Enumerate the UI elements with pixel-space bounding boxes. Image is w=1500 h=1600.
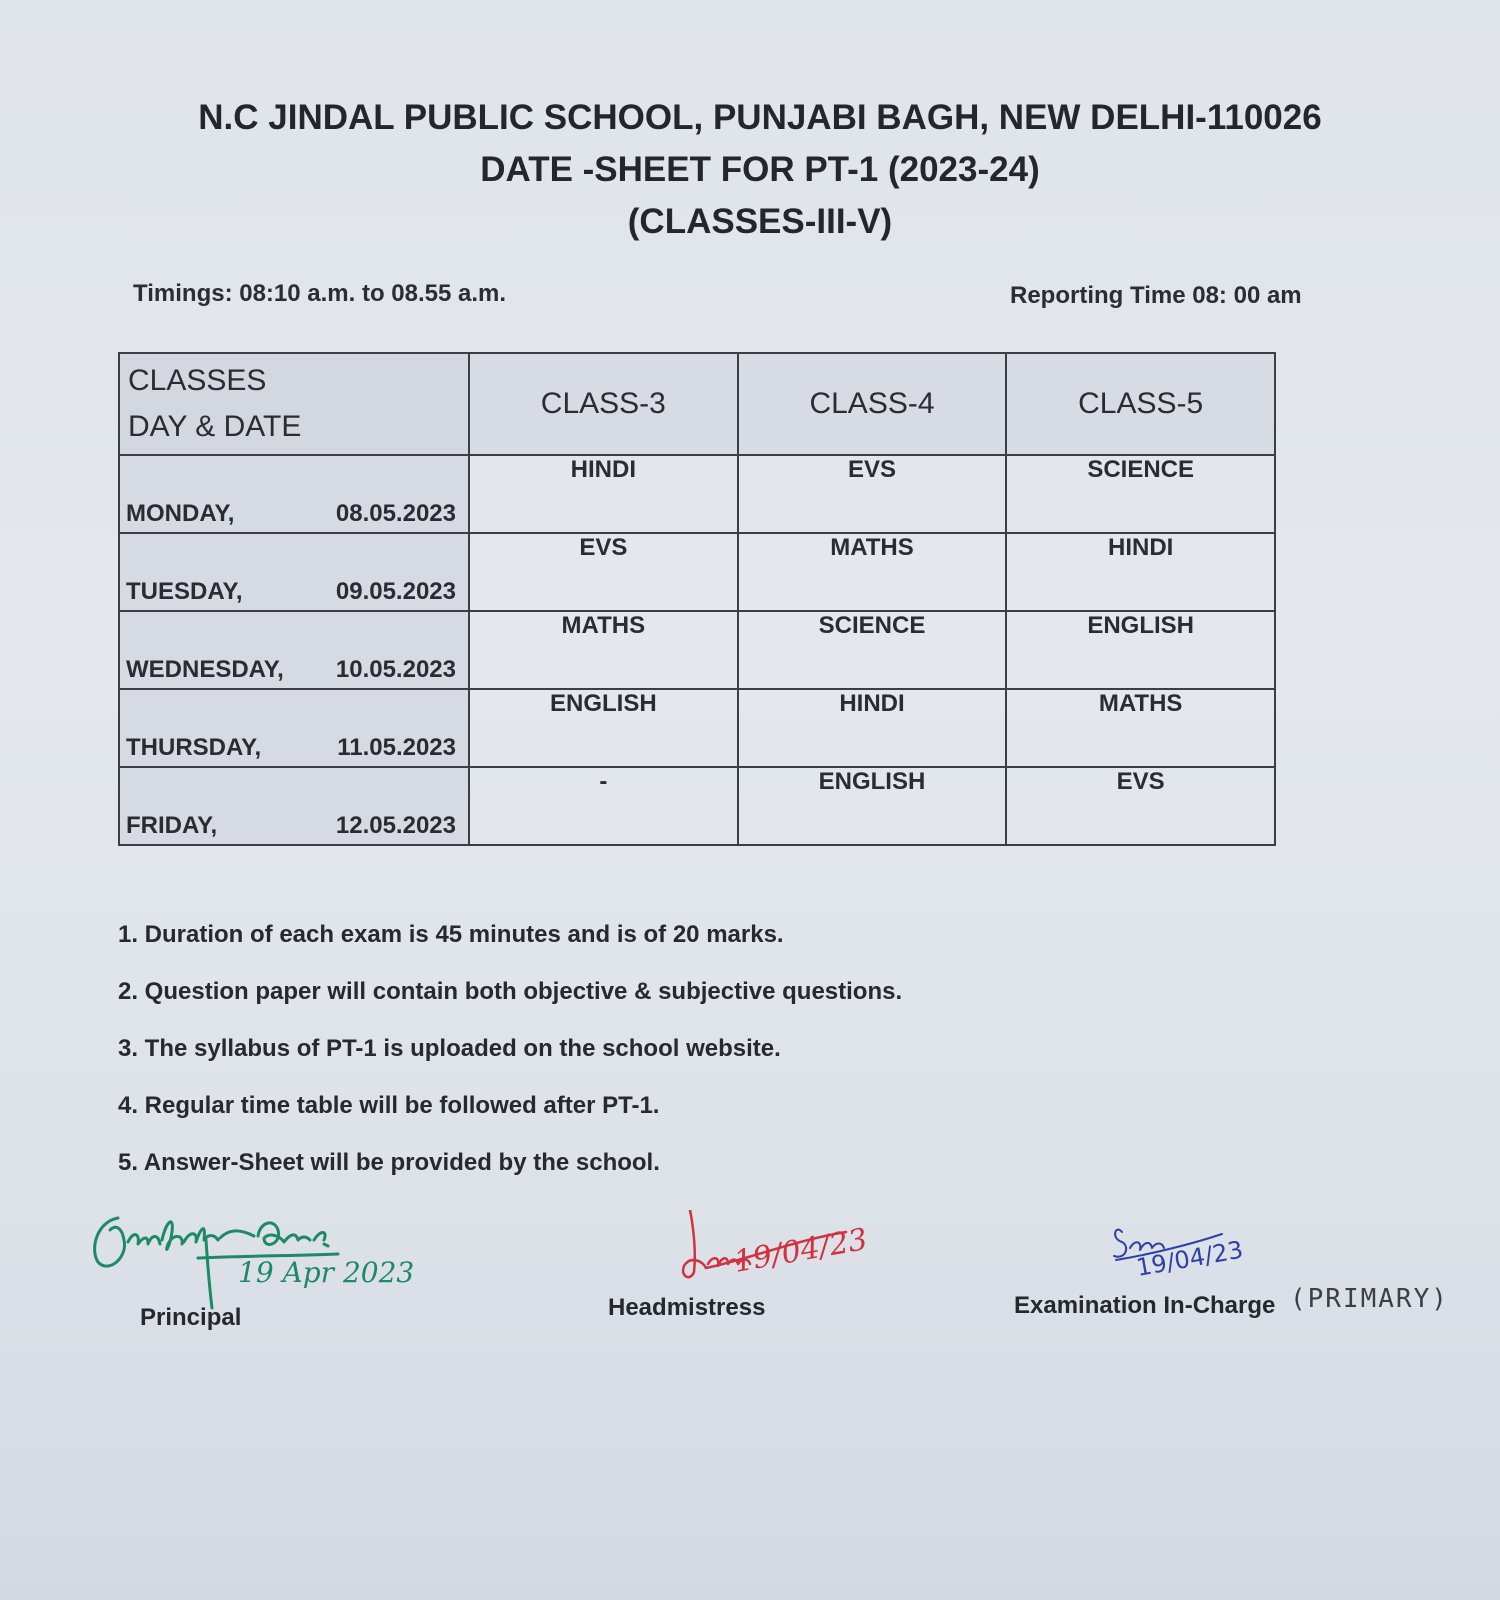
headmistress-signature-date: 19/04/23 [731, 1222, 871, 1280]
subject-cell: EVS [738, 455, 1007, 533]
date-label: 10.05.2023 [335, 656, 456, 683]
subject-cell: HINDI [1006, 533, 1275, 611]
day-date-cell [119, 689, 469, 767]
subject-cell: HINDI [738, 689, 1007, 767]
classes-subtitle: (CLASSES-III-V) [627, 202, 893, 241]
exam-timings: Timings: 08:10 a.m. to 08.55 a.m. [133, 280, 507, 307]
reporting-time: Reporting Time 08: 00 am [1010, 282, 1302, 309]
table-row [119, 533, 1275, 611]
exam-incharge-signature-date: 19/04/23 [1134, 1235, 1246, 1282]
principal-label: Principal [140, 1304, 242, 1331]
corner-classes-label: CLASSES [128, 364, 267, 397]
subject-cell: EVS [1006, 767, 1275, 845]
instruction-item: 1. Duration of each exam is 45 minutes and is of 20 marks. [118, 921, 784, 948]
column-header-class-5: CLASS-5 [1006, 353, 1275, 455]
table-row [119, 611, 1275, 689]
instructions-list [118, 906, 902, 1191]
subject-cell: ENGLISH [1006, 611, 1275, 689]
headmistress-label: Headmistress [608, 1294, 766, 1321]
day-date-cell [119, 533, 469, 611]
exam-incharge-signature [1112, 1220, 1272, 1290]
day-label: MONDAY, [126, 500, 235, 527]
subject-cell: SCIENCE [1006, 455, 1275, 533]
subject-cell: ENGLISH [738, 767, 1007, 845]
subject-cell: - [469, 767, 738, 845]
day-date-cell [119, 767, 469, 845]
school-name: N.C JINDAL PUBLIC SCHOOL, PUNJABI BAGH, NEW DELHI-110026 [198, 98, 1322, 137]
day-label: THURSDAY, [126, 734, 262, 761]
subject-cell: EVS [469, 533, 738, 611]
subject-cell: MATHS [469, 611, 738, 689]
instruction-item: 3. The syllabus of PT-1 is uploaded on the school website. [118, 1035, 781, 1062]
subject-cell: MATHS [738, 533, 1007, 611]
day-date-cell [119, 611, 469, 689]
principal-signature-date: 19 Apr 2023 [238, 1256, 415, 1289]
exam-incharge-primary-note: (PRIMARY) [1290, 1284, 1449, 1314]
corner-day-date-label: DAY & DATE [128, 410, 302, 443]
subject-cell: SCIENCE [738, 611, 1007, 689]
instruction-item: 4. Regular time table will be followed after PT-1. [118, 1092, 660, 1119]
day-label: WEDNESDAY, [126, 656, 284, 683]
day-label: TUESDAY, [126, 578, 243, 605]
sheet-title: DATE -SHEET FOR PT-1 (2023-24) [480, 150, 1040, 189]
table-row [119, 767, 1275, 845]
subject-cell: ENGLISH [469, 689, 738, 767]
date-label: 12.05.2023 [335, 812, 456, 839]
table-row [119, 689, 1275, 767]
date-sheet-table [118, 352, 1276, 846]
headmistress-signature [676, 1210, 896, 1300]
instruction-item: 5. Answer-Sheet will be provided by the school. [118, 1149, 660, 1176]
table-row [119, 455, 1275, 533]
date-label: 11.05.2023 [337, 734, 456, 761]
corner-header-cell [119, 353, 469, 455]
table-header-row [119, 353, 1275, 455]
instruction-item: 2. Question paper will contain both objective & subjective questions. [118, 978, 903, 1005]
day-label: FRIDAY, [126, 812, 218, 839]
subject-cell: MATHS [1006, 689, 1275, 767]
date-label: 09.05.2023 [335, 578, 456, 605]
principal-signature [88, 1200, 428, 1340]
column-header-class-3: CLASS-3 [469, 353, 738, 455]
date-label: 08.05.2023 [335, 500, 456, 527]
subject-cell: HINDI [469, 455, 738, 533]
day-date-cell [119, 455, 469, 533]
column-header-class-4: CLASS-4 [738, 353, 1007, 455]
exam-incharge-label: Examination In-Charge [1014, 1292, 1276, 1319]
document-header [0, 92, 1500, 248]
